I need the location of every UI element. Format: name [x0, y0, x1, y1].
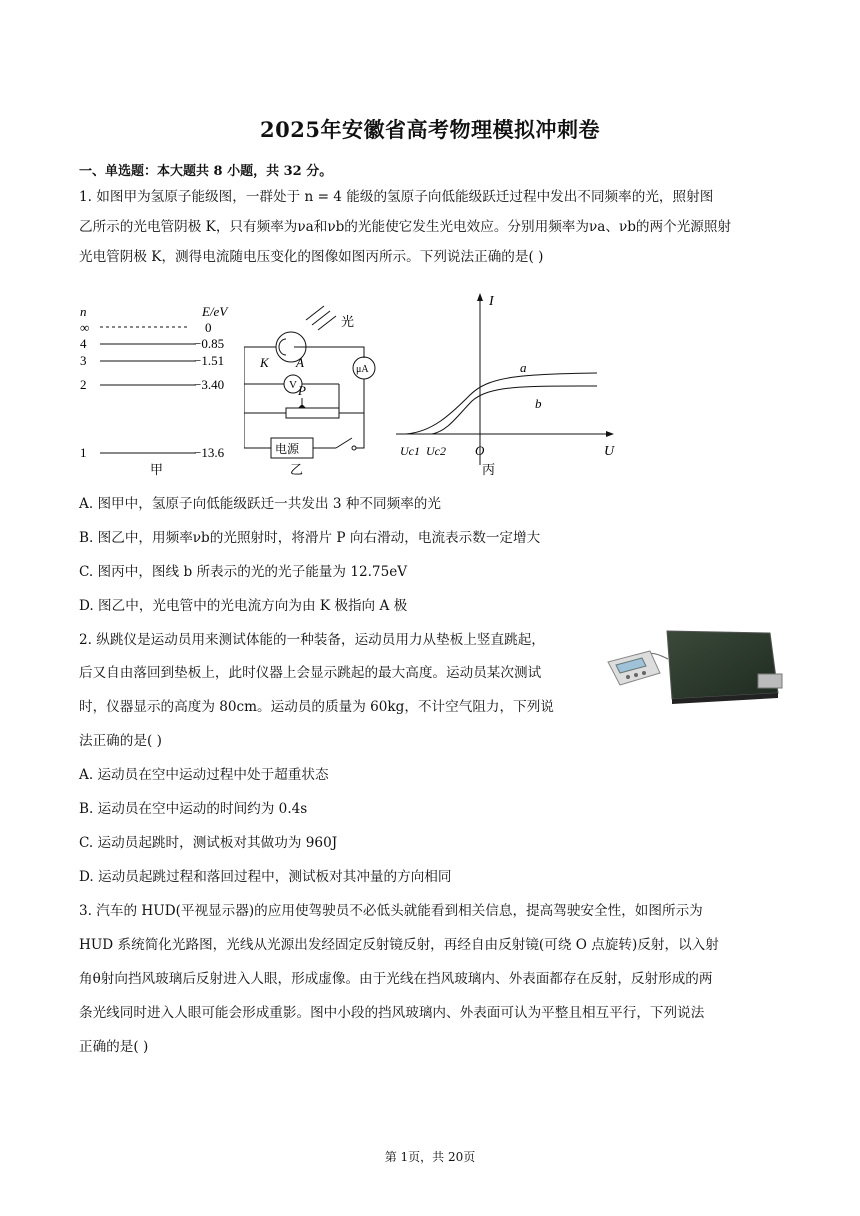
q1-stem-line-2: 乙所示的光电管阴极 K，只有频率为νa和νb的光能使它发生光电效应。分别用频率为νa、νb的两个光源照射 — [79, 219, 732, 235]
light-label: 光 — [341, 314, 355, 329]
y-axis-label: I — [489, 294, 494, 309]
q3-stem-line-3: 角θ射向挡风玻璃后反射进入人眼，形成虚像。由于光线在挡风玻璃内、外表面都存在反射，反射形成的两 — [79, 971, 713, 987]
level-e-4: −0.85 — [194, 336, 225, 351]
level-n-inf: ∞ — [80, 320, 90, 335]
level-n-4: 4 — [80, 336, 87, 351]
q3-stem-line-5: 正确的是( ) — [79, 1039, 149, 1055]
pad-connector-box — [758, 674, 782, 688]
jia-e-label: E/eV — [202, 304, 228, 319]
q2-option-c: C. 运动员起跳时，测试板对其做功为 960J — [79, 835, 338, 851]
level-n-2: 2 — [80, 377, 87, 392]
jump-tester-photo — [602, 625, 787, 705]
fig-jia-caption: 甲 — [150, 462, 164, 477]
level-n-3: 3 — [80, 353, 87, 368]
label-p: P — [298, 383, 306, 398]
level-n-1: 1 — [80, 445, 87, 460]
curve-a — [406, 373, 597, 434]
uc1-label: Uc1 — [400, 444, 420, 458]
jia-n-label: n — [80, 304, 87, 319]
x-axis-label: U — [604, 444, 615, 459]
q3-stem-line-4: 条光线同时进入人眼可能会形成重影。图中小段的挡风玻璃内、外表面可认为平整且相互平行，下列说法 — [79, 1005, 705, 1021]
origin-label: O — [475, 443, 485, 458]
q2-stem-line-3: 时，仪器显示的高度为 80cm。运动员的质量为 60kg，不计空气阻力，下列说 — [79, 699, 554, 715]
page-title: 2025年安徽省高考物理模拟冲刺卷 — [260, 117, 600, 142]
q2-option-d: D. 运动员起跳过程和落回过程中，测试板对其冲量的方向相同 — [79, 869, 452, 885]
level-e-3: −1.51 — [194, 353, 225, 368]
label-k: K — [260, 355, 269, 370]
curve-b — [432, 386, 597, 434]
level-e-2: −3.40 — [194, 377, 225, 392]
page-footer: 第 1页，共 20页 — [384, 1150, 476, 1164]
slider-p — [298, 404, 306, 408]
jump-pad — [667, 631, 778, 699]
q1-option-d: D. 图乙中，光电管中的光电流方向为由 K 极指向 A 极 — [79, 598, 408, 614]
q2-stem-line-4: 法正确的是( ) — [79, 733, 162, 749]
q1-stem-line-3: 光电管阴极 K，测得电流随电压变化的图像如图丙所示。下列说法正确的是( ) — [79, 249, 544, 265]
label-a: A — [296, 355, 304, 370]
cathode-k — [279, 339, 286, 355]
level-e-inf: 0 — [205, 320, 212, 335]
uc2-label: Uc2 — [426, 444, 446, 458]
curve-a-label: a — [520, 360, 527, 375]
fig-yi-caption: 乙 — [290, 462, 304, 477]
rheostat — [286, 408, 339, 418]
energy-level-diagram — [72, 300, 242, 480]
q1-stem-line-1: 1. 如图甲为氢原子能级图，一群处于 n = 4 能级的氢原子向低能级跃迁过程中发出不同频率的光，照射图 — [79, 189, 714, 205]
level-e-1: −13.6 — [194, 445, 225, 460]
q3-stem-line-2: HUD 系统简化光路图，光线从光源出发经固定反射镜反射，再经自由反射镜(可绕 O 点旋转)反射，以入射 — [79, 937, 719, 953]
photocell-circuit-diagram — [244, 300, 389, 480]
section-header: 一、单选题：本大题共 8 小题，共 32 分。 — [79, 164, 333, 179]
voltmeter-label: V — [289, 379, 297, 391]
switch — [336, 438, 352, 448]
q1-option-b: B. 图乙中，用频率νb的光照射时，将滑片 P 向右滑动，电流表示数一定增大 — [79, 530, 541, 546]
curve-b-label: b — [535, 396, 542, 411]
q2-stem-line-2: 后又自由落回到垫板上，此时仪器上会显示跳起的最大高度。运动员某次测试 — [79, 665, 542, 681]
q2-stem-line-1: 2. 纵跳仪是运动员用来测试体能的一种装备，运动员用力从垫板上竖直跳起， — [79, 632, 545, 648]
q2-option-b: B. 运动员在空中运动的时间约为 0.4s — [79, 801, 308, 817]
q1-option-a: A. 图甲中，氢原子向低能级跃迁一共发出 3 种不同频率的光 — [79, 496, 441, 512]
q2-option-a: A. 运动员在空中运动过程中处于超重状态 — [79, 767, 329, 783]
fig-bing-caption: 丙 — [482, 462, 496, 477]
microammeter-label: μA — [356, 364, 369, 375]
power-source-label: 电源 — [275, 442, 300, 456]
q1-option-c: C. 图丙中，图线 b 所表示的光的光子能量为 12.75eV — [79, 564, 408, 580]
current-voltage-graph — [392, 285, 622, 480]
q3-stem-line-1: 3. 汽车的 HUD(平视显示器)的应用使驾驶员不必低头就能看到相关信息，提高驾驶安全性，如图所示为 — [79, 903, 703, 919]
